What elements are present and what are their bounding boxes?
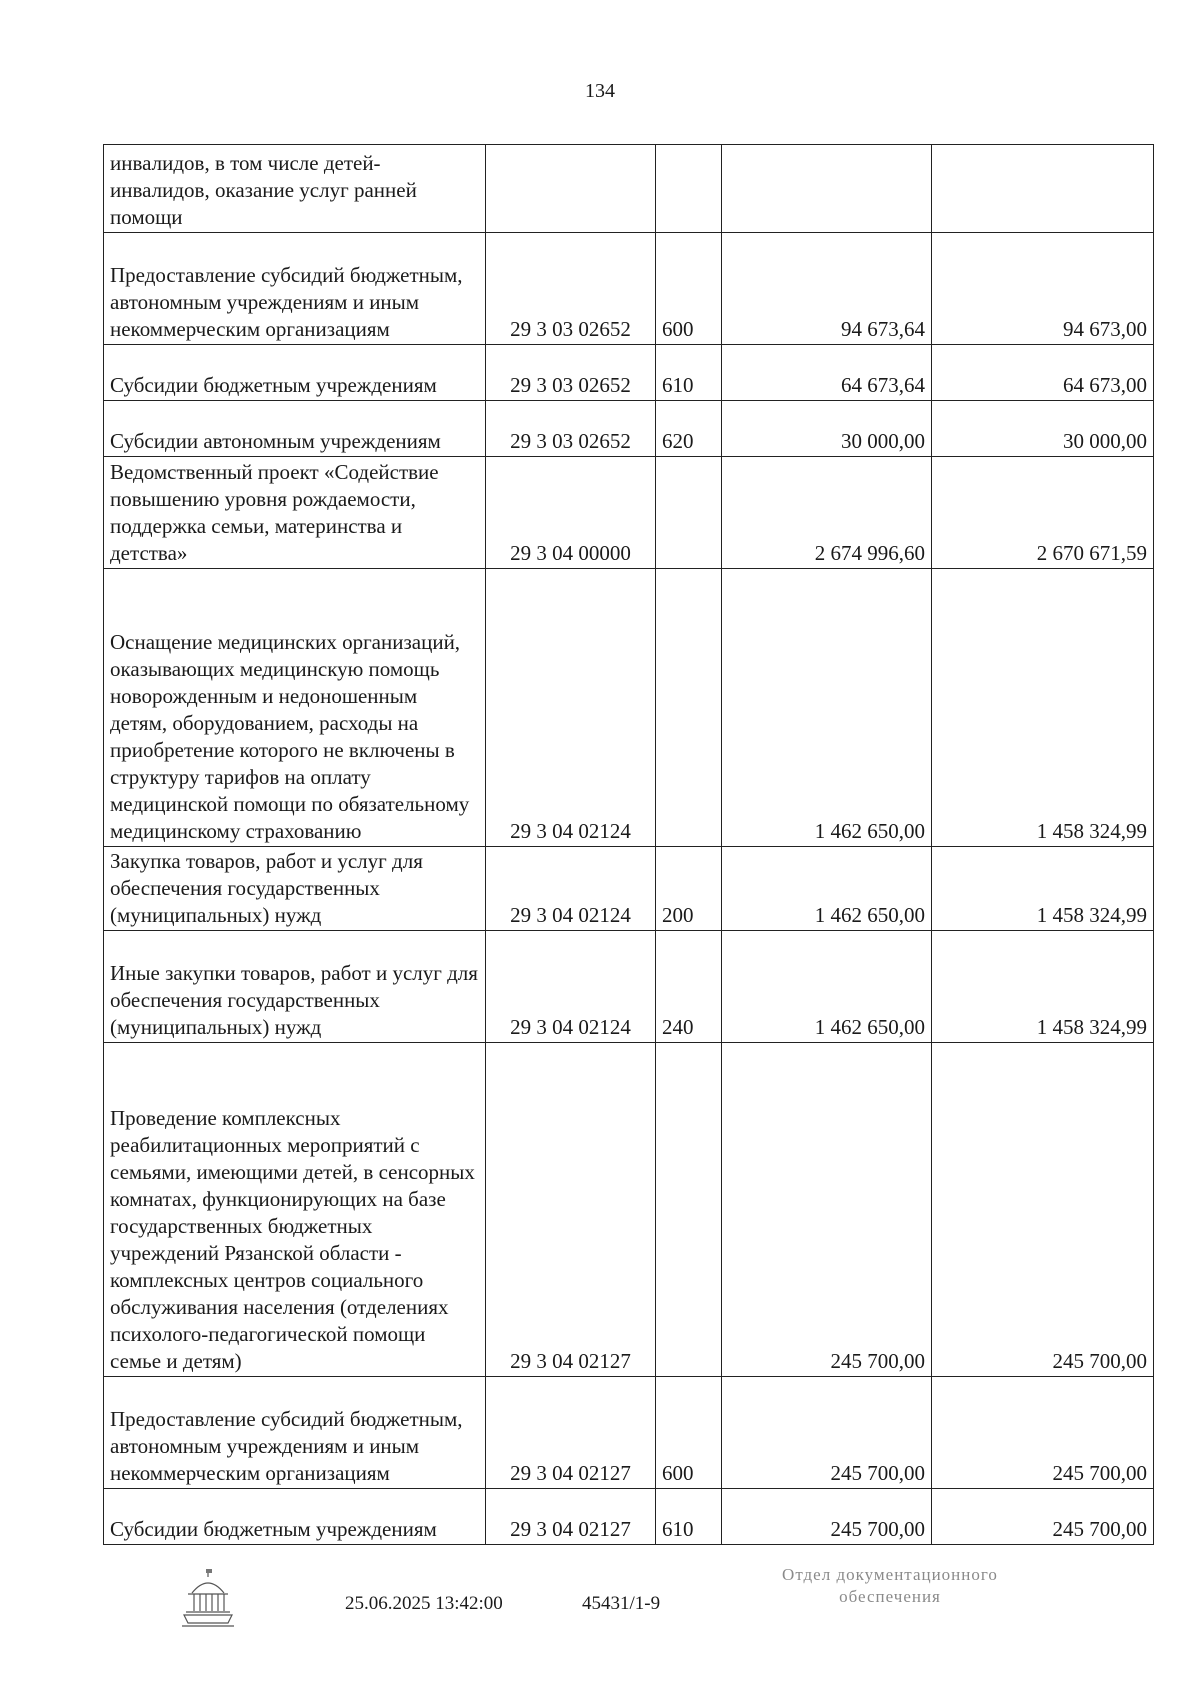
row-sum-executed: 1 458 324,99: [932, 931, 1154, 1043]
duma-building-emblem-icon: [178, 1567, 238, 1629]
row-sum-planned: 94 673,64: [722, 233, 932, 345]
row-name: инвалидов, в том числе детей-инвалидов, оказание услуг ранней помощи: [104, 145, 486, 233]
table-row: [104, 145, 1154, 233]
row-expense-type: [656, 569, 722, 847]
table-row: [104, 931, 1154, 1043]
department-stamp: [740, 1564, 1040, 1608]
table-row: [104, 233, 1154, 345]
document-datetime: 25.06.2025 13:42:00: [345, 1593, 503, 1614]
row-code: 29 3 04 02127: [486, 1489, 656, 1545]
row-sum-planned: 64 673,64: [722, 345, 932, 401]
row-expense-type: 600: [656, 233, 722, 345]
row-expense-type: 240: [656, 931, 722, 1043]
stamp-line-1: Отдел документационного: [782, 1565, 998, 1584]
row-name: Иные закупки товаров, работ и услуг для обеспечения государственных (муниципальных) нужд: [104, 931, 486, 1043]
row-sum-executed: 2 670 671,59: [932, 457, 1154, 569]
row-name: Проведение комплексных реабилитационных мероприятий с семьями, имеющими детей, в сенсорных комнатах, функционирующих на базе государственных бюджетных учреждений Рязанской области - комплексных центров социального обслуживания населения (отделениях психолого-педагогической помощи семье и детям): [104, 1043, 486, 1377]
row-code: 29 3 04 02127: [486, 1043, 656, 1377]
row-sum-executed: [932, 145, 1154, 233]
row-sum-executed: 94 673,00: [932, 233, 1154, 345]
row-expense-type: 610: [656, 345, 722, 401]
row-expense-type: 610: [656, 1489, 722, 1545]
page-number: 134: [585, 80, 615, 102]
row-sum-planned: 245 700,00: [722, 1489, 932, 1545]
row-sum-executed: 30 000,00: [932, 401, 1154, 457]
row-name: Предоставление субсидий бюджетным, автономным учреждениям и иным некоммерческим организациям: [104, 233, 486, 345]
table-row: [104, 569, 1154, 847]
row-name: Субсидии бюджетным учреждениям: [104, 345, 486, 401]
row-name: Ведомственный проект «Содействие повышению уровня рождаемости, поддержка семьи, материнства и детства»: [104, 457, 486, 569]
row-code: 29 3 04 02127: [486, 1377, 656, 1489]
budget-table: [103, 144, 1154, 1545]
row-code: 29 3 04 02124: [486, 569, 656, 847]
row-code: 29 3 03 02652: [486, 401, 656, 457]
row-code: 29 3 03 02652: [486, 345, 656, 401]
row-name: Субсидии автономным учреждениям: [104, 401, 486, 457]
table-row: [104, 1043, 1154, 1377]
row-code: 29 3 04 02124: [486, 931, 656, 1043]
row-sum-executed: 245 700,00: [932, 1043, 1154, 1377]
table-row: [104, 847, 1154, 931]
table-row: [104, 457, 1154, 569]
row-sum-executed: 64 673,00: [932, 345, 1154, 401]
row-sum-planned: 1 462 650,00: [722, 569, 932, 847]
row-code: 29 3 03 02652: [486, 233, 656, 345]
row-expense-type: 200: [656, 847, 722, 931]
table-row: [104, 401, 1154, 457]
row-expense-type: [656, 457, 722, 569]
row-expense-type: 620: [656, 401, 722, 457]
row-sum-planned: 1 462 650,00: [722, 847, 932, 931]
row-code: 29 3 04 00000: [486, 457, 656, 569]
table-row: [104, 1377, 1154, 1489]
row-sum-planned: 2 674 996,60: [722, 457, 932, 569]
row-sum-executed: 245 700,00: [932, 1377, 1154, 1489]
row-code: [486, 145, 656, 233]
row-sum-planned: 245 700,00: [722, 1377, 932, 1489]
row-sum-executed: 1 458 324,99: [932, 847, 1154, 931]
row-name: Оснащение медицинских организаций, оказывающих медицинскую помощь новорожденным и недоношенным детям, оборудованием, расходы на приобретение которого не включены в структуру тарифов на оплату медицинской помощи по обязательному медицинскому страхованию: [104, 569, 486, 847]
row-sum-planned: 30 000,00: [722, 401, 932, 457]
table-row: [104, 1489, 1154, 1545]
row-sum-planned: 1 462 650,00: [722, 931, 932, 1043]
document-registration-number: 45431/1-9: [582, 1593, 661, 1614]
row-sum-planned: [722, 145, 932, 233]
row-code: 29 3 04 02124: [486, 847, 656, 931]
row-expense-type: 600: [656, 1377, 722, 1489]
row-name: Субсидии бюджетным учреждениям: [104, 1489, 486, 1545]
row-name: Закупка товаров, работ и услуг для обеспечения государственных (муниципальных) нужд: [104, 847, 486, 931]
row-expense-type: [656, 145, 722, 233]
row-sum-executed: 245 700,00: [932, 1489, 1154, 1545]
row-expense-type: [656, 1043, 722, 1377]
table-row: [104, 345, 1154, 401]
row-sum-executed: 1 458 324,99: [932, 569, 1154, 847]
row-sum-planned: 245 700,00: [722, 1043, 932, 1377]
stamp-line-2: обеспечения: [839, 1587, 941, 1606]
row-name: Предоставление субсидий бюджетным, автономным учреждениям и иным некоммерческим организациям: [104, 1377, 486, 1489]
